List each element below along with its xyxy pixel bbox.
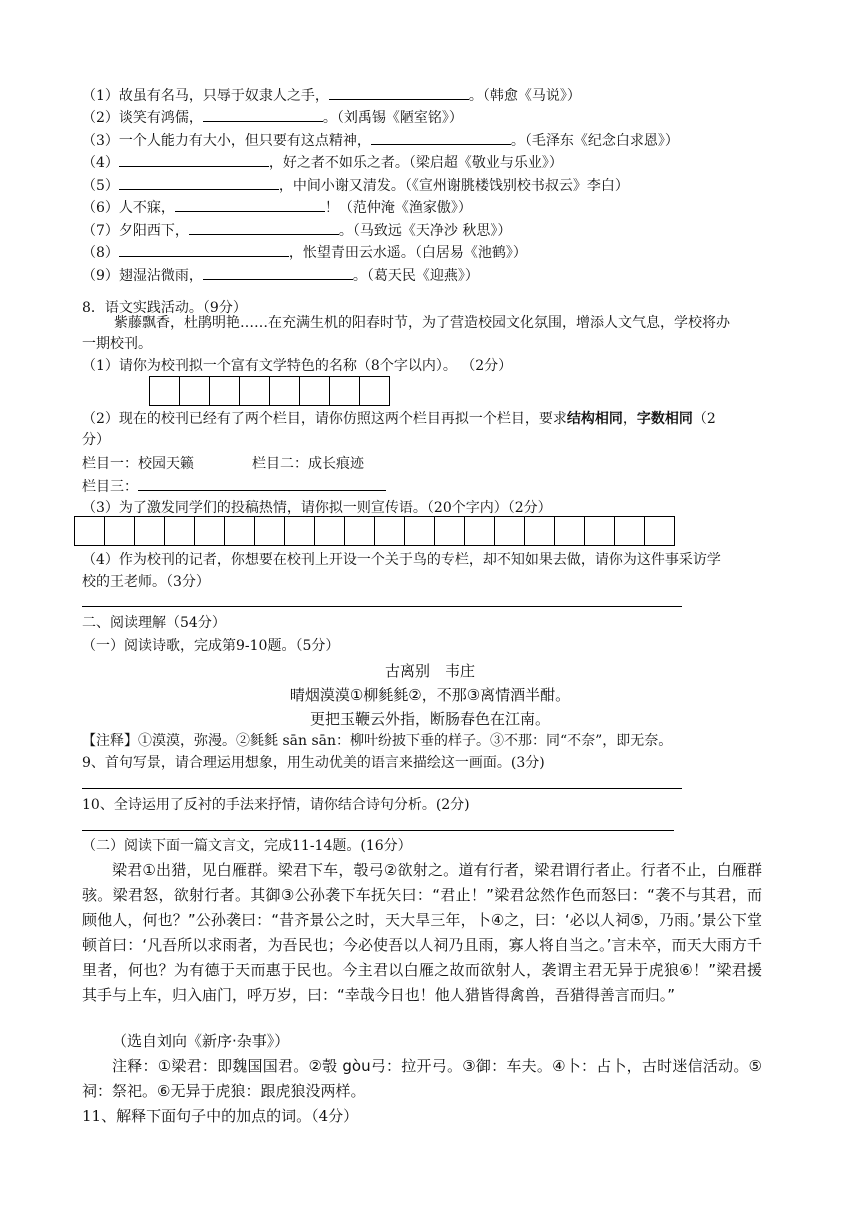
- fill-blank[interactable]: [119, 175, 279, 190]
- part2-title: 二、阅读理解（54分）: [82, 615, 226, 631]
- fill-blank[interactable]: [203, 107, 323, 122]
- q8-part2-emph1: 结构相同: [566, 411, 623, 427]
- classical-text: 梁君①出猎，见白雁群。梁君下车，彀弓②欲射之。道有行者，梁君谓行者止。行者不止，白雁群骇。梁君怒，欲射行者。其御③公孙袭下车抚矢曰：“君止！”梁君忿然作色而怒曰：“袭不与其君，而顾他人，何也？”公孙袭曰：“昔齐景公之时，天大旱三年，卜④之，曰：‘必以人祠⑤，乃雨。’景公下堂顿首曰：‘凡吾所以求雨者，为吾民也；今必使吾以人祠乃且雨，寡人将自当之。’言未卒，而天大雨方千里者，何也？为有德于天而惠于民也。今主君以白雁之故而欲射人，袭谓主君无异于虎狼⑥！”梁君援其手与上车，归入庙门，呼万岁，曰：“幸哉今日也！他人猎皆得禽兽，吾猎得善言而归。”: [82, 861, 762, 1004]
- fill-blank[interactable]: [329, 85, 469, 100]
- q8-part2-emph2: 字数相同: [636, 411, 693, 427]
- fill-item: [82, 265, 479, 286]
- fill-item: [82, 197, 472, 218]
- poem-line-1: 晴烟漠漠①柳毵毵②，不那③离情酒半酣。: [289, 686, 571, 704]
- fill-blank[interactable]: [175, 197, 325, 212]
- name-answer-boxes[interactable]: [150, 376, 390, 406]
- fill-item-source: 。（葛天民《迎燕》）: [352, 268, 479, 284]
- answer-line-q10[interactable]: [82, 830, 674, 831]
- q8-part2-score: 分）: [82, 432, 110, 448]
- q8-part3: （3）为了激发同学们的投稿热情，请你拟一则宣传语。（20个字内）（2分）: [82, 500, 552, 516]
- fill-item-source: ！（范仲淹《渔家傲》）: [324, 200, 472, 216]
- q8-title: 8．语文实践活动。（9分）: [82, 300, 247, 316]
- column-2: 栏目二：成长痕迹: [252, 456, 364, 472]
- fill-item-prompt: （2）谈笑有鸿儒，: [82, 110, 203, 126]
- fill-item-prompt: （8）: [82, 245, 119, 261]
- fill-item-prompt: （7）夕阳西下，: [82, 223, 189, 239]
- slogan-answer-boxes[interactable]: [75, 516, 675, 546]
- classical-notes: 注释：①梁君：即魏国国君。②彀 gòu弓：拉开弓。③御：车夫。④卜：占卜，古时迷信活动。⑤祠：祭祀。⑥无异于虎狼：跟虎狼没两样。: [82, 1057, 762, 1100]
- fill-item-source: 。（毛泽东《纪念白求恩》）: [510, 133, 679, 149]
- column-3-label: 栏目三：: [82, 476, 386, 497]
- q8-part2: （2）现在的校刊已经有了两个栏目，请你仿照这两个栏目再拟一个栏目，要求结构相同，字数相同（2: [82, 411, 716, 427]
- fill-item: [82, 85, 581, 106]
- fill-item-source: ，好之者不如乐之者。（梁启超《敬业与乐业》）: [268, 155, 563, 171]
- fill-item: [82, 220, 511, 241]
- column-1: 栏目一：校园天籁: [82, 456, 194, 472]
- question-10: 10、全诗运用了反衬的手法来抒情，请你结合诗句分析。(2分): [82, 797, 470, 813]
- fill-item: [82, 175, 629, 196]
- answer-line-q9[interactable]: [82, 788, 682, 789]
- section2-title: （二）阅读下面一篇文言文，完成11-14题。(16分）: [82, 838, 412, 854]
- fill-blank[interactable]: [189, 220, 339, 235]
- fill-item-prompt: （5）: [82, 178, 119, 194]
- fill-item-source: 。（刘禹锡《陋室铭》）: [322, 110, 463, 126]
- fill-item-prompt: （6）人不寐，: [82, 200, 175, 216]
- fill-item-prompt: （3）一个人能力有大小，但只要有这点精神，: [82, 133, 371, 149]
- q8-part1: （1）请你为校刊拟一个富有文学特色的名称（8个字以内）。 （2分）: [82, 358, 513, 374]
- question-11: 11、解释下面句子中的加点的词。（4分）: [82, 1107, 359, 1125]
- fill-item-source: ，中间小谢又清发。（《宣州谢朓楼饯别校书叔云》李白）: [278, 178, 629, 194]
- column-3-blank[interactable]: [138, 476, 386, 491]
- section1-title: （一）阅读诗歌，完成第9-10题。（5分）: [82, 638, 340, 654]
- fill-item: [82, 107, 463, 128]
- poem-title: 古离别 韦庄: [384, 662, 475, 680]
- q8-intro-line2: 一期校刊。: [82, 336, 152, 352]
- question-9: 9、首句写景，请合理运用想象，用生动优美的语言来描绘这一画面。(3分): [82, 755, 545, 771]
- poem-note: 【注释】①漠漠，弥漫。②毵毵 sān sān：柳叶纷披下垂的样子。③不那：同“不奈”，即无奈。: [82, 733, 673, 749]
- q8-part4-line2: 校的王老师。（3分）: [82, 574, 210, 590]
- classical-source: （选自刘向《新序·杂事》）: [112, 1032, 290, 1050]
- fill-item: [82, 242, 527, 263]
- q8-part2-text: （2）现在的校刊已经有了两个栏目，请你仿照这两个栏目再拟一个栏目，要求: [82, 411, 567, 427]
- poem-line-2: 更把玉鞭云外指，断肠春色在江南。: [309, 710, 550, 728]
- fill-blank[interactable]: [119, 152, 269, 167]
- fill-item-prompt: （9）翅湿沾微雨，: [82, 268, 203, 284]
- fill-item-source: ，怅望青田云水遥。（白居易《池鹤》）: [288, 245, 527, 261]
- fill-blank[interactable]: [203, 265, 353, 280]
- fill-item: [82, 152, 563, 173]
- fill-blank[interactable]: [371, 130, 511, 145]
- fill-item-source: 。（马致远《天净沙 秋思》）: [338, 223, 512, 239]
- fill-item: [82, 130, 679, 151]
- fill-item-source: 。（韩愈《马说》）: [468, 88, 581, 104]
- fill-blank[interactable]: [119, 242, 289, 257]
- fill-item-prompt: （4）: [82, 155, 119, 171]
- q8-part4-line1: （4）作为校刊的记者，你想要在校刊上开设一个关于鸟的专栏，却不知如果去做，请你为这件事采访学: [82, 552, 721, 568]
- answer-line-q8[interactable]: [82, 606, 682, 607]
- q8-intro-line1: 紫藤飘香，杜鹃明艳……在充满生机的阳春时节，为了营造校园文化氛围，增添人文气息，学校将办: [114, 315, 730, 331]
- fill-item-prompt: （1）故虽有名马，只辱于奴隶人之手，: [82, 88, 329, 104]
